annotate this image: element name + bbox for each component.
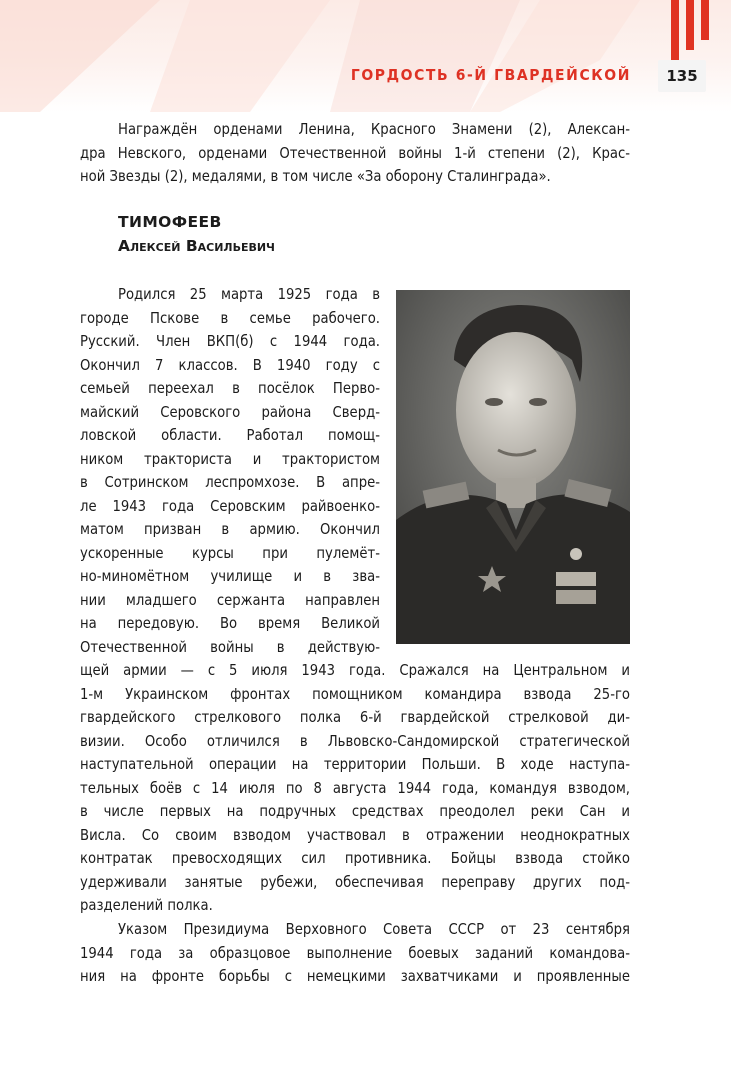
text-line: в числе первых на подручных средствах преодолел реки Сан и — [80, 803, 630, 820]
biography-column — [80, 283, 380, 659]
text-line: Окончил 7 классов. В 1940 году с — [80, 356, 380, 374]
text-line: ловской области. Работал помощ- — [80, 427, 380, 444]
text-line: щей армии — с 5 июля 1943 года. Сражался на Центральном и — [80, 662, 630, 679]
text-line: гвардейского стрелкового полка 6-й гвардейской стрелковой ди- — [80, 709, 630, 726]
text-line: Награждён орденами Ленина, Красного Знамени (2), Алексан- — [118, 121, 630, 138]
text-line: визии. Особо отличился в Львовско-Сандомирской стратегической — [80, 732, 630, 750]
text-line: удерживали занятые рубежи, обеспечивая переправу других под- — [80, 873, 630, 891]
portrait-illustration — [396, 290, 630, 644]
text-line: дра Невского, орденами Отечественной войны 1-й степени (2), Крас- — [80, 144, 630, 162]
text-line: разделений полка. — [80, 897, 213, 914]
text-line: нии младшего сержанта направлен — [80, 591, 380, 609]
running-head: ГОРДОСТЬ 6-Й ГВАРДЕЙСКОЙ — [350, 66, 631, 84]
person-surname: ТИМОФЕЕВ — [118, 213, 222, 231]
portrait-photo — [396, 290, 630, 644]
text-line: но-миномётном училище и в зва- — [80, 568, 380, 585]
text-line: наступательной операции на территории Польши. В ходе наступа- — [80, 756, 630, 773]
text-line: городе Пскове в семье рабочего. — [80, 309, 380, 327]
text-line: Висла. Со своим взводом участвовал в отражении неоднократных — [80, 826, 630, 844]
text-line: в Сотринском леспромхозе. В апре- — [80, 474, 380, 491]
text-line: Отечественной войны в действую- — [80, 638, 380, 656]
biography-continuation — [80, 659, 630, 918]
text-line: контратак превосходящих сил противника. Бойцы взвода стойко — [80, 850, 630, 867]
text-line: ускоренные курсы при пулемёт- — [80, 544, 380, 562]
text-line: ле 1943 года Серовским райвоенко- — [80, 497, 380, 515]
text-line: ником тракториста и трактористом — [80, 450, 380, 468]
text-line: матом призван в армию. Окончил — [80, 521, 380, 538]
text-line: ния на фронте борьбы с немецкими захватчиками и проявленные — [80, 968, 630, 985]
text-line: Русский. Член ВКП(б) с 1944 года. — [80, 333, 380, 350]
person-given-names: Алексей Васильевич — [118, 237, 275, 255]
person-heading — [118, 210, 275, 258]
text-line: семьей переехал в посёлок Перво- — [80, 380, 380, 397]
text-line: на передовую. Во время Великой — [80, 615, 380, 632]
text-line: 1944 года за образцовое выполнение боевых заданий командова- — [80, 944, 630, 962]
header-pattern — [0, 0, 731, 112]
text-line: Указом Президиума Верховного Совета СССР от 23 сентября — [118, 921, 630, 938]
page-number: 135 — [658, 60, 706, 92]
paragraph-decree — [80, 918, 630, 989]
paragraph-awards — [80, 118, 630, 189]
text-line: 1-м Украинском фронтах помощником командира взвода 25-го — [80, 685, 630, 703]
header-decoration — [0, 0, 731, 112]
text-line: Родился 25 марта 1925 года в — [118, 286, 380, 303]
text-line: тельных боёв с 14 июля по 8 августа 1944 года, командуя взводом, — [80, 779, 630, 797]
header-stripes — [671, 0, 709, 60]
text-line: майский Серовского района Сверд- — [80, 403, 380, 421]
text-line: ной Звезды (2), медалями, в том числе «За оборону Сталинграда». — [80, 168, 551, 185]
